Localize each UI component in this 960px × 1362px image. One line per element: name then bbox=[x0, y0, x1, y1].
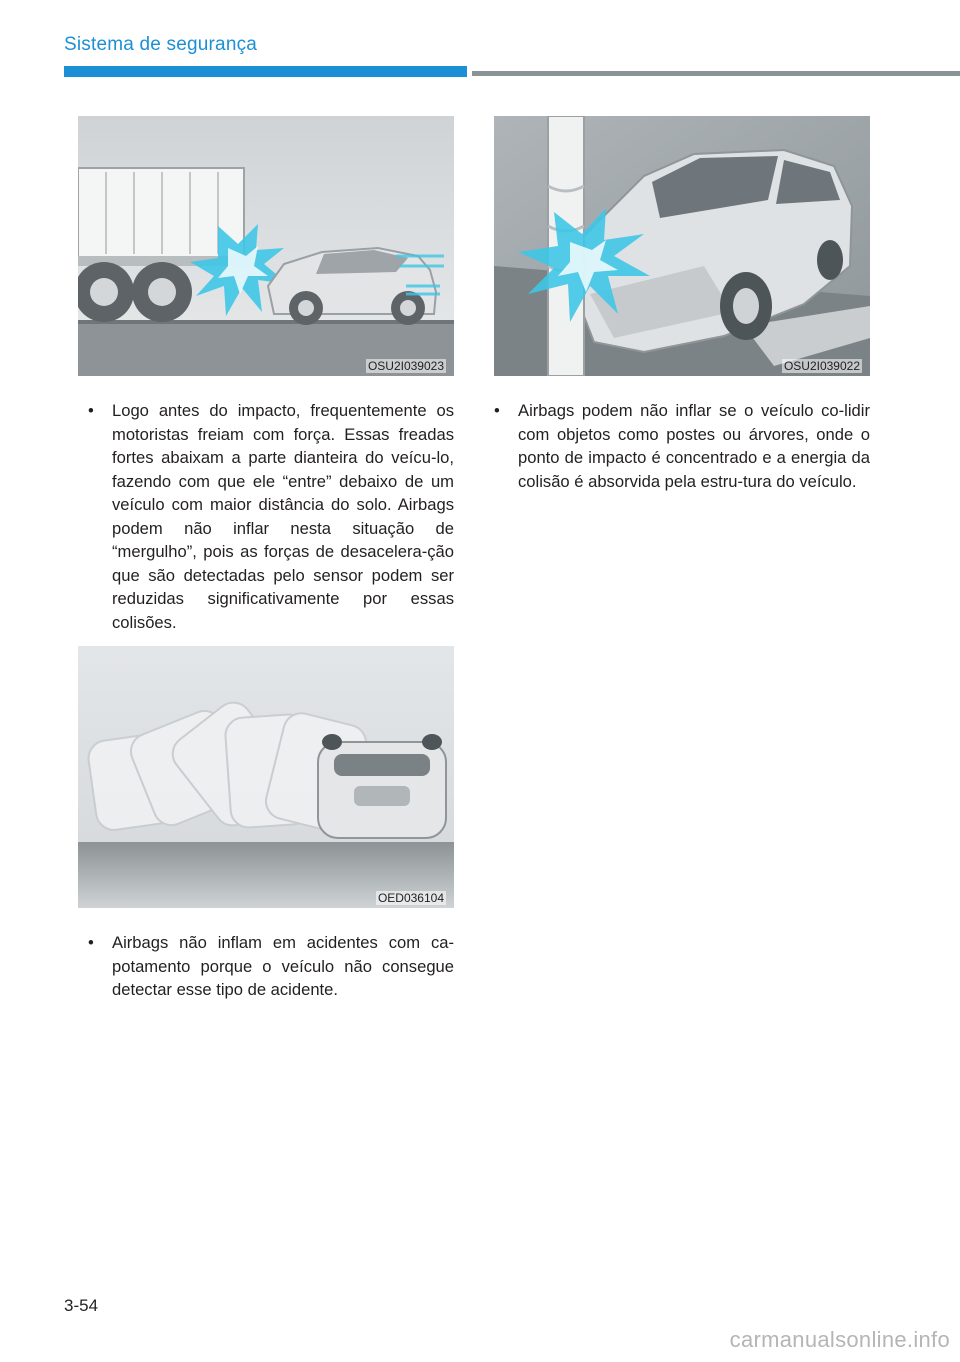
figure-code: OED036104 bbox=[377, 891, 444, 905]
bullet-text: Airbags não inflam em acidentes com ca-potamento porque o veículo não consegue detectar esse tipo de acidente. bbox=[112, 933, 454, 999]
section-title: Sistema de segurança bbox=[64, 34, 258, 55]
truck-underride-collision-illustration bbox=[78, 116, 454, 376]
bullet-pole bbox=[494, 399, 870, 493]
watermark: carmanualsonline.info bbox=[729, 1327, 950, 1352]
header-rule-accent bbox=[64, 66, 467, 77]
figure-code: OSU2I039023 bbox=[367, 359, 444, 373]
figure-pole-collision bbox=[494, 116, 870, 376]
page-number: 3-54 bbox=[64, 1296, 99, 1315]
bullet-symbol: • bbox=[88, 933, 94, 952]
bullet-underride bbox=[88, 399, 454, 634]
header-rule bbox=[472, 71, 960, 76]
figure-rollover bbox=[78, 646, 454, 908]
figure-truck-underride bbox=[78, 116, 454, 376]
bullet-symbol: • bbox=[494, 401, 500, 420]
figure-code: OSU2I039022 bbox=[783, 359, 860, 373]
pole-collision-illustration bbox=[494, 116, 870, 376]
bullet-symbol: • bbox=[88, 401, 94, 420]
bullet-text: Airbags podem não inflar se o veículo co-lidir com objetos como postes ou árvores, onde o ponto de impacto é concentrado e a energia da colisão é absorvida pela estru-tura do veículo. bbox=[518, 401, 870, 491]
rollover-illustration bbox=[78, 646, 454, 908]
bullet-text: Logo antes do impacto, frequentemente os motoristas freiam com força. Essas freadas fortes abaixam a parte dianteira do veícu-lo, fazendo com que ele “entre” debaixo de um veículo com maior distância do solo. Airbags podem não inflar nesta situação de “mergulho”, pois as forças de desacelera-ção que são detectadas pelo sensor podem ser reduzidas significativamente por essas colisões. bbox=[112, 401, 454, 632]
bullet-rollover bbox=[88, 931, 454, 1002]
